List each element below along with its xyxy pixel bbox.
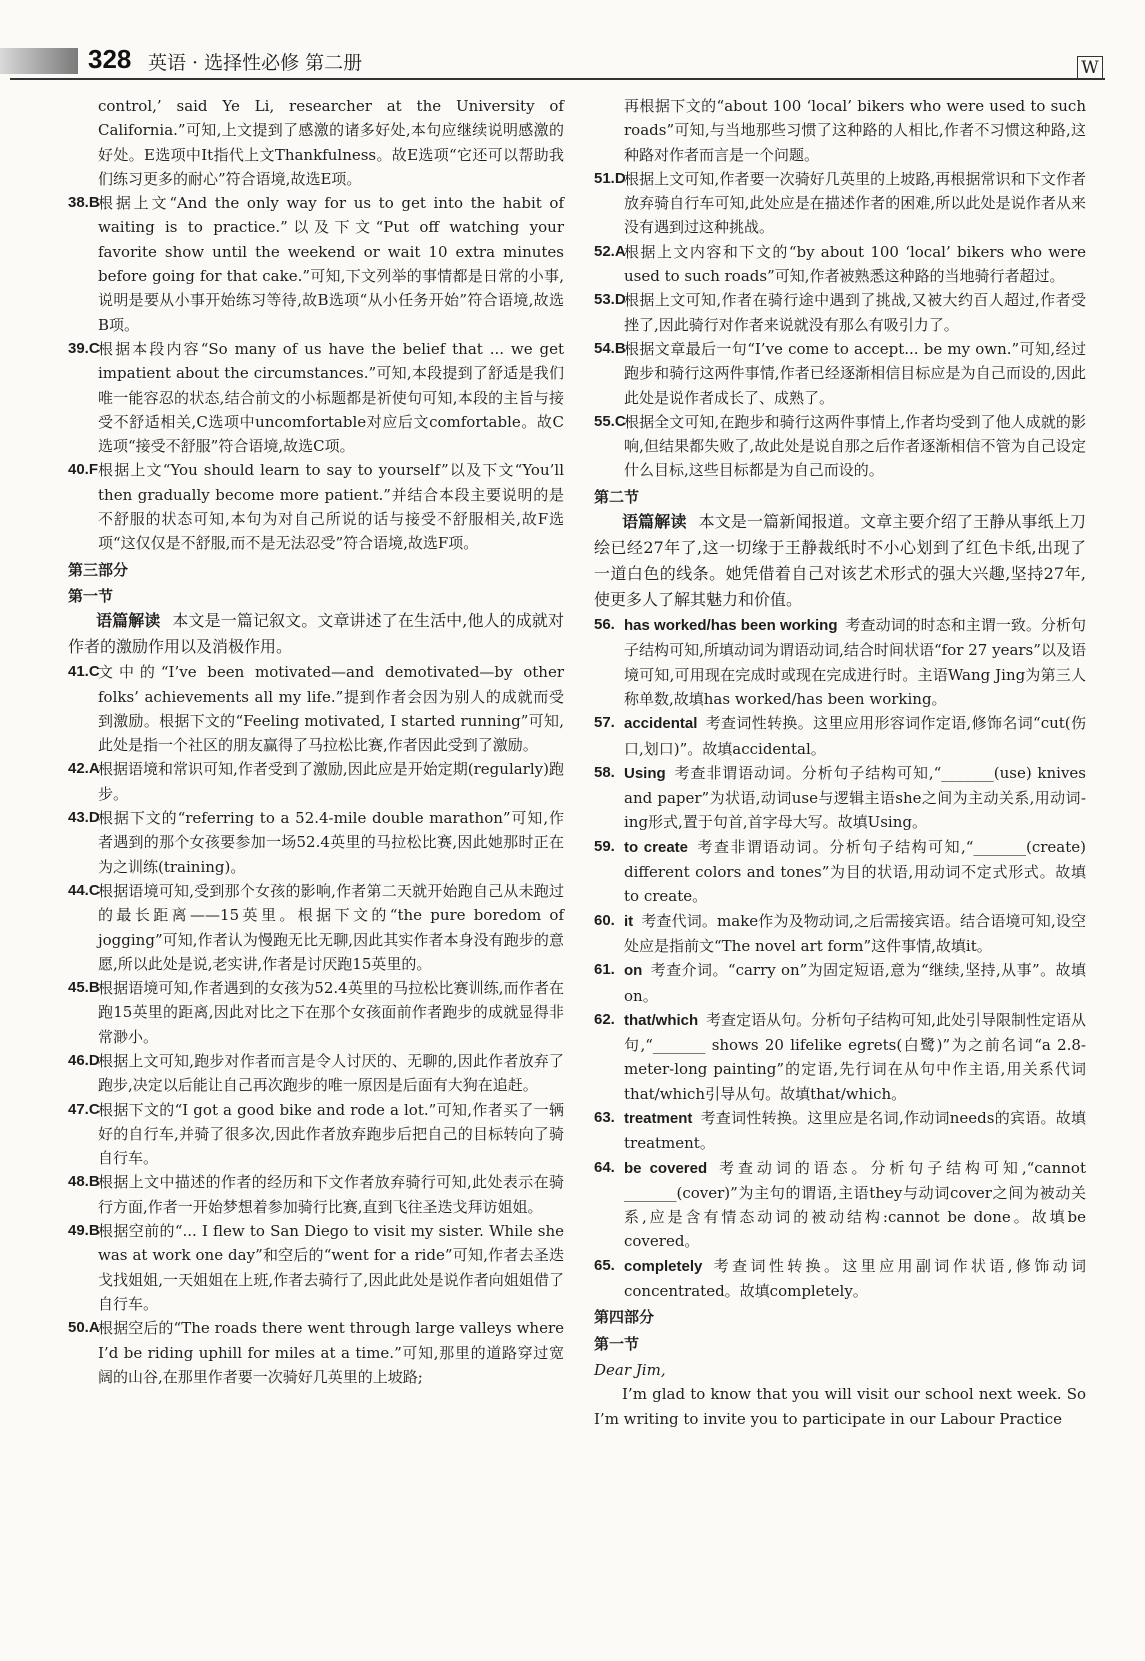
answer-explanation: 根据全文可知,在跑步和骑行这两件事情上,作者均受到了他人成就的影响,但结果都失败了,故此处是说自那之后作者逐渐相信不管为自己设定什么目标,这些目标都是为自己而设的。 bbox=[624, 412, 1086, 480]
answer-item-48 bbox=[68, 1170, 564, 1219]
answer-item-59 bbox=[594, 835, 1086, 909]
section-heading: 第一节 bbox=[594, 1334, 640, 1353]
answer-number: 64. bbox=[594, 1158, 615, 1176]
answer-word: it bbox=[624, 912, 634, 930]
answer-key: 50.A bbox=[68, 1319, 100, 1337]
answer-explanation: 根据下文的“referring to a 52.4-mile double marathon”可知,作者遇到的那个女孩要参加一场52.4英里的马拉松比赛,因此她那时正在为之训练(training)。 bbox=[98, 809, 564, 876]
answer-explanation: 根据语境可知,受到那个女孩的影响,作者第二天就开始跑自己从未跑过的最长距离——15英里。根据下文的“the pure boredom of jogging”可知,作者认为慢跑无比无聊,因此其实作者本身没有跑步的意愿,所以此处是说,老实讲,作者是讨厌跑15英里的。 bbox=[98, 881, 564, 973]
section-heading: 第一节 bbox=[68, 586, 114, 605]
answer-key: 45.B bbox=[68, 979, 100, 997]
answer-item-47 bbox=[68, 1098, 564, 1171]
answer-explanation: 考查介词。“carry on”为固定短语,意为“继续,坚持,从事”。故填on。 bbox=[624, 961, 1086, 1005]
left-column bbox=[68, 94, 564, 1389]
part-heading: 第三部分 bbox=[68, 560, 129, 579]
answer-item-65 bbox=[594, 1254, 1086, 1304]
answer-explanation: 文中的“I’ve been motivated—and demotivated—by other folks’ achievements all my life.”提到作者会因为别人的成就而受到激励。根据下文的“Feeling motivated, I started running”可知,此处是指一个社区的朋友赢得了马拉松比赛,作者因此受到了激励。 bbox=[98, 663, 564, 755]
answer-key: 53.D bbox=[594, 291, 626, 309]
header-rule bbox=[10, 78, 1105, 80]
answer-key: 46.D bbox=[68, 1051, 100, 1069]
answer-item-58 bbox=[594, 761, 1086, 835]
intro-text: 本文是一篇记叙文。文章讲述了在生活中,他人的成就对作者的激励作用以及消极作用。 bbox=[68, 611, 564, 657]
answer-item-49 bbox=[68, 1219, 564, 1316]
answer-explanation: 根据上文可知,跑步对作者而言是令人讨厌的、无聊的,因此作者放弃了跑步,决定以后能让自己再次跑步的唯一原因是后面有大狗在追赶。 bbox=[98, 1051, 564, 1095]
header-tab-bar bbox=[0, 48, 78, 74]
answer-explanation: 根据上文中描述的作者的经历和下文作者放弃骑行可知,此处表示在骑行方面,作者一开始梦想着参加骑行比赛,直到飞往圣迭戈拜访姐姐。 bbox=[98, 1173, 564, 1216]
answer-explanation: 考查代词。make作为及物动词,之后需接宾语。结合语境可知,设空处应是指前文“The novel art form”这件事情,故填it。 bbox=[624, 911, 1086, 955]
answer-item-55 bbox=[594, 410, 1086, 483]
answer-key: 38.B bbox=[68, 194, 100, 212]
answer-word: completely bbox=[624, 1257, 703, 1275]
answer-explanation: 考查定语从句。分析句子结构可知,此处引导限制性定语从句,“_______ shows 20 lifelike egrets(白鹭)”为之前名词“a 2.8-meter-long painting”的定语,先行词在从句中作主语,用关系代词that/which引导从句。故填that/which。 bbox=[624, 1010, 1086, 1103]
answer-key: 41.C bbox=[68, 663, 100, 681]
answer-word: treatment bbox=[624, 1109, 693, 1127]
answer-number: 58. bbox=[594, 763, 615, 781]
answer-word: has worked/has been working bbox=[624, 617, 838, 635]
answer-item-41 bbox=[68, 660, 564, 757]
answer-item-57 bbox=[594, 711, 1086, 761]
answer-word: on bbox=[624, 962, 643, 980]
answer-word: be covered bbox=[624, 1159, 708, 1177]
answer-explanation: 考查词性转换。这里应是名词,作动词needs的宾语。故填treatment。 bbox=[624, 1108, 1086, 1153]
answer-key: 55.C bbox=[594, 412, 626, 430]
answer-explanation: 根据空后的“The roads there went through large valleys where I’d be riding uphill for miles at a time.”可知,那里的道路穿过宽阔的山谷,在那里作者要一次骑好几英里的上坡路; bbox=[98, 1319, 564, 1386]
answer-key: 40.F bbox=[68, 461, 99, 479]
answer-key: 48.B bbox=[68, 1173, 100, 1191]
answer-item-60 bbox=[594, 909, 1086, 959]
answer-item-39 bbox=[68, 337, 564, 458]
answer-explanation: 考查非谓语动词。分析句子结构可知,“_______(use) knives and paper”为状语,动词use与逻辑主语she之间为主动关系,用动词-ing形式,置于句首,首字母大写。故填Using。 bbox=[624, 763, 1086, 832]
answer-item-62 bbox=[594, 1008, 1086, 1106]
answer-explanation: 根据上文可知,作者要一次骑好几英里的上坡路,再根据常识和下文作者放弃骑自行车可知,此处应是在描述作者的困难,所以此处是说作者从来没有遇到过这种挑战。 bbox=[624, 169, 1086, 237]
page-header bbox=[0, 0, 1145, 80]
passage-intro bbox=[68, 608, 564, 660]
answer-number: 61. bbox=[594, 961, 615, 979]
answer-explanation: 根据语境和常识可知,作者受到了激励,因此应是开始定期(regularly)跑步。 bbox=[98, 760, 564, 803]
answer-item-42 bbox=[68, 757, 564, 806]
answer-number: 62. bbox=[594, 1010, 615, 1028]
answer-word: that/which bbox=[624, 1011, 699, 1029]
answer-item-52 bbox=[594, 240, 1086, 289]
answer-item-61 bbox=[594, 958, 1086, 1008]
answer-explanation: 考查词性转换。这里应用副词作状语,修饰动词concentrated。故填completely。 bbox=[624, 1256, 1086, 1301]
letter-salutation: Dear Jim, bbox=[594, 1360, 666, 1379]
page-number: 328 bbox=[88, 44, 132, 74]
answer-item-63 bbox=[594, 1106, 1086, 1156]
intro-label: 语篇解读 bbox=[622, 512, 687, 532]
answer-key: 49.B bbox=[68, 1222, 100, 1240]
part-heading: 第四部分 bbox=[594, 1308, 655, 1327]
answer-explanation: 根据上文“You should learn to say to yourself”以及下文“You’ll then gradually become more patient.”并结合本段主要说明的是不舒服的状态可知,本句为对自己所说的话与接受不舒服相关,故F选项“这仅仅是不舒服,而不是无法忍受”符合语境,故选F项。 bbox=[98, 461, 564, 553]
answer-item-43 bbox=[68, 806, 564, 879]
answer-explanation: 考查词性转换。这里应用形容词作定语,修饰名词“cut(伤口,划口)”。故填accidental。 bbox=[624, 714, 1086, 758]
answer-key: 51.D bbox=[594, 169, 626, 187]
answer-explanation: 根据空前的“... I flew to San Diego to visit my sister. While she was at work one day”和空后的“went for a ride”可知,作者去圣迭戈找姐姐,一天姐姐在上班,作者去骑行了,因此此处是说作者向姐姐借了自行车。 bbox=[98, 1222, 564, 1313]
answer-word: accidental bbox=[624, 715, 698, 733]
answer-key: 39.C bbox=[68, 339, 100, 357]
answer-item-46 bbox=[68, 1049, 564, 1098]
answer-number: 56. bbox=[594, 616, 615, 634]
answer-key: 47.C bbox=[68, 1100, 100, 1118]
answer-number: 59. bbox=[594, 837, 615, 855]
answer-explanation: 根据上文“And the only way for us to get into the habit of waiting is to practice.”以及下文“Put off watching your favorite show until the weekend or wait 10 extra minutes before going for that cake.”可知,下文列举的事情都是日常的小事,说明是要从小事开始练习等待,故B选项“从小任务开始”符合语境,故选B项。 bbox=[98, 194, 564, 334]
w-badge-icon: W bbox=[1077, 56, 1103, 80]
letter-body: I’m glad to know that you will visit our school next week. So I’m writing to invite you to participate in our Labour Practice bbox=[594, 1385, 1086, 1428]
answer-item-38 bbox=[68, 191, 564, 337]
passage-intro bbox=[594, 509, 1086, 613]
answer-explanation: 考查非谓语动词。分析句子结构可知,“_______(create) different colors and tones”为目的状语,用动词不定式形式。故填to create。 bbox=[624, 837, 1086, 906]
answer-explanation: 根据下文的“I got a good bike and rode a lot.”可知,作者买了一辆好的自行车,并骑了很多次,因此作者放弃跑步后把自己的目标转向了骑自行车。 bbox=[98, 1100, 564, 1168]
answer-item-54 bbox=[594, 337, 1086, 410]
answer-explanation: 根据文章最后一句“I’ve come to accept... be my own.”可知,经过跑步和骑行这两件事情,作者已经逐渐相信目标应是为自己而设的,因此此处是说作者成长了、成熟了。 bbox=[624, 339, 1086, 407]
answer-item-44 bbox=[68, 879, 564, 976]
answer-item-40 bbox=[68, 458, 564, 555]
answer-item-51 bbox=[594, 167, 1086, 240]
answer-key: 52.A bbox=[594, 242, 626, 260]
answer-continuation: 再根据下文的“about 100 ‘local’ bikers who were used to such roads”可知,与当地那些习惯了这种路的人相比,作者不习惯这种路,这种路对作者而言是一个问题。 bbox=[624, 97, 1086, 164]
answer-key: 54.B bbox=[594, 339, 626, 357]
answer-explanation: 根据上文可知,作者在骑行途中遇到了挑战,又被大约百人超过,作者受挫了,因此骑行对作者来说就没有那么有吸引力了。 bbox=[624, 291, 1086, 334]
book-title: 英语 · 选择性必修 第二册 bbox=[148, 52, 363, 74]
answer-key: 43.D bbox=[68, 809, 100, 827]
answer-item-50 bbox=[68, 1316, 564, 1389]
answer-explanation: 考查动词的时态和主谓一致。分析句子结构可知,所填动词为谓语动词,结合时间状语“for 27 years”以及语境可知,可用现在完成时或现在完成进行时。主语Wang Jing为第三人称单数,故填has worked/has been working。 bbox=[624, 616, 1086, 708]
answer-item-53 bbox=[594, 288, 1086, 337]
answer-explanation: 考查动词的语态。分析句子结构可知,“cannot _______(cover)”为主句的谓语,主语they与动词cover之间为被动关系,应是含有情态动词的被动结构:cannot be done。故填be covered。 bbox=[624, 1158, 1086, 1251]
answer-key: 42.A bbox=[68, 760, 100, 778]
intro-label: 语篇解读 bbox=[96, 611, 161, 631]
answer-explanation: 根据语境可知,作者遇到的女孩为52.4英里的马拉松比赛训练,而作者在跑15英里的距离,因此对比之下在那个女孩面前作者跑步的成就显得非常渺小。 bbox=[98, 979, 564, 1046]
section-heading: 第二节 bbox=[594, 487, 640, 506]
answer-item-45 bbox=[68, 976, 564, 1049]
answer-item-56 bbox=[594, 613, 1086, 711]
answer-word: Using bbox=[624, 764, 666, 782]
answer-number: 57. bbox=[594, 714, 615, 732]
right-column bbox=[594, 94, 1086, 1431]
answer-continuation: control,’ said Ye Li, researcher at the University of California.”可知,上文提到了感激的诸多好处,本句应继续说明感激的好处。E选项中It指代上文Thankfulness。故E选项“它还可以帮助我们练习更多的耐心”符合语境,故选E项。 bbox=[98, 97, 564, 188]
answer-number: 65. bbox=[594, 1256, 615, 1274]
answer-item-64 bbox=[594, 1156, 1086, 1254]
intro-text: 本文是一篇新闻报道。文章主要介绍了王静从事纸上刀绘已经27年了,这一切缘于王静裁纸时不小心划到了红色卡纸,出现了一道白色的线条。她凭借着自己对该艺术形式的强大兴趣,坚持27年,使更多人了解其魅力和价值。 bbox=[594, 512, 1086, 610]
answer-number: 63. bbox=[594, 1108, 615, 1126]
answer-explanation: 根据本段内容“So many of us have the belief that ... we get impatient about the circumstances.”可知,本段提到了舒适是我们唯一能容忍的状态,结合前文的小标题都是祈使句可知,本段的主旨与接受不舒适相关,C选项中uncomfortable对应后文comfortable。故C选项“接受不舒服”符合语境,故选C项。 bbox=[98, 339, 564, 456]
answer-number: 60. bbox=[594, 911, 615, 929]
answer-key: 44.C bbox=[68, 881, 100, 899]
answer-explanation: 根据上文内容和下文的“by about 100 ‘local’ bikers who were used to such roads”可知,作者被熟悉这种路的当地骑行者超过。 bbox=[624, 242, 1086, 286]
answer-word: to create bbox=[624, 838, 688, 856]
